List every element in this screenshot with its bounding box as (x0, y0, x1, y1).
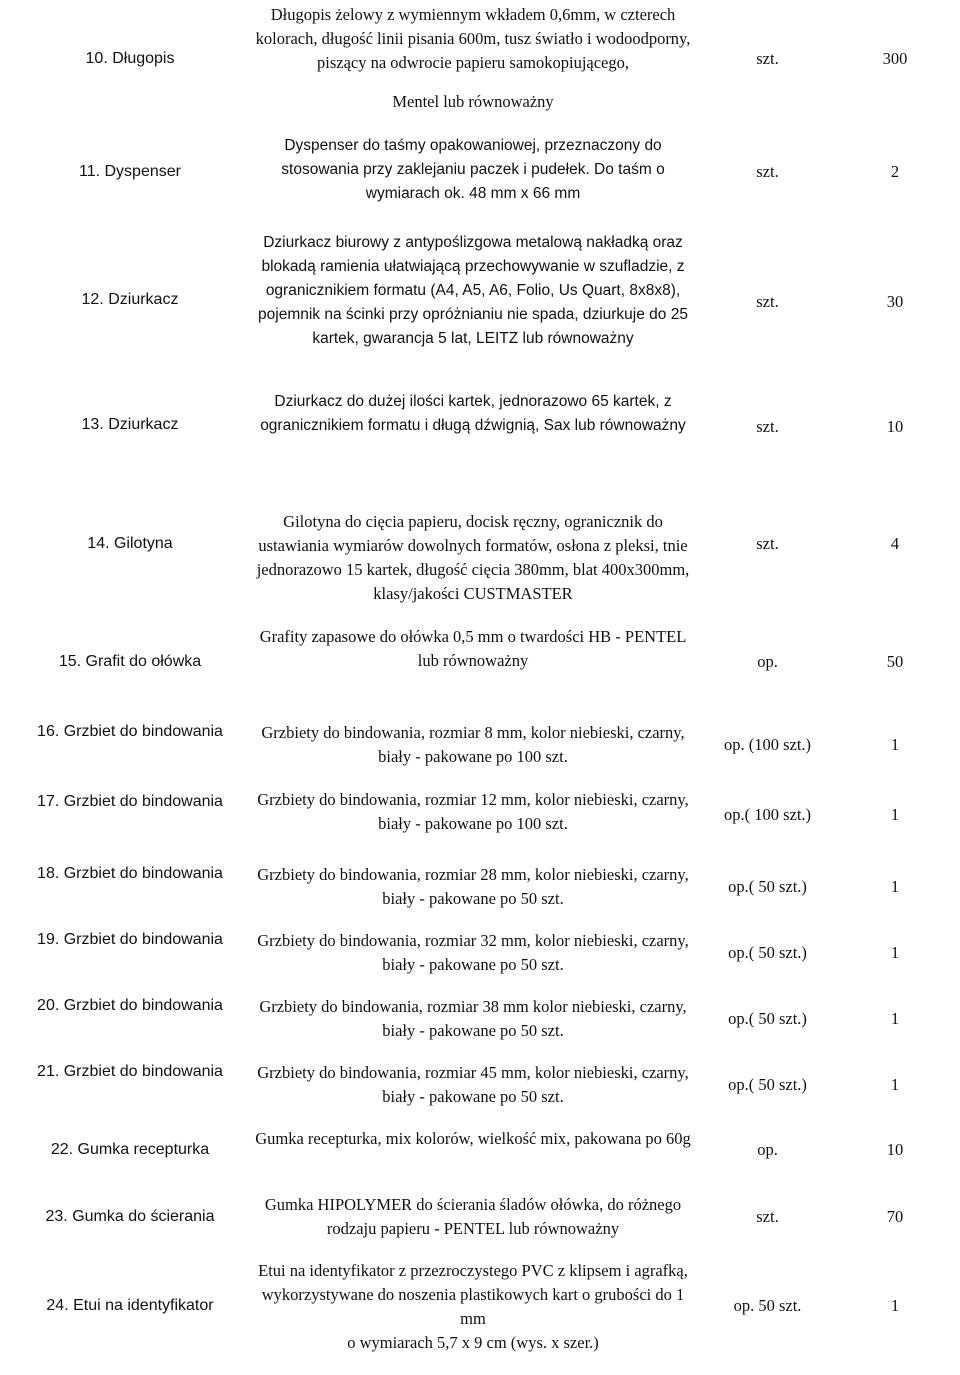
item-unit: op.( 100 szt.) (723, 805, 812, 824)
item-description-continued: o wymiarach 5,7 x 9 cm (wys. x szer.) (347, 1333, 599, 1352)
item-quantity: 1 (890, 805, 900, 824)
item-quantity: 10 (886, 1140, 904, 1159)
item-unit: op. (100 szt.) (723, 735, 812, 754)
item-name: 20. Grzbiet do bindowania (37, 997, 223, 1014)
item-unit: szt. (756, 534, 779, 553)
item-quantity: 1 (890, 1296, 900, 1315)
item-quantity: 4 (890, 534, 900, 553)
item-description: Gumka recepturka, mix kolorów, wielkość mix, pakowana po 60g (255, 1129, 691, 1148)
item-unit: szt. (756, 1207, 779, 1226)
item-quantity: 2 (890, 162, 900, 181)
item-quantity: 300 (882, 49, 908, 68)
item-description: Dziurkacz do dużej ilości kartek, jednorazowo 65 kartek, z ogranicznikiem formatu i długą dźwignią, Sax lub równoważny (260, 393, 686, 434)
item-unit: szt. (756, 292, 779, 311)
item-description: Grzbiety do bindowania, rozmiar 45 mm, kolor niebieski, czarny, biały - pakowane po 50 szt. (257, 1063, 689, 1106)
item-name: 21. Grzbiet do bindowania (37, 1063, 223, 1080)
item-unit: op.( 50 szt.) (728, 877, 807, 896)
item-name: 16. Grzbiet do bindowania (37, 723, 223, 740)
item-quantity: 70 (886, 1207, 904, 1226)
item-description: Grzbiety do bindowania, rozmiar 32 mm, kolor niebieski, czarny, biały - pakowane po 50 szt. (257, 931, 689, 974)
table-row (0, 0, 960, 120)
item-unit: op. 50 szt. (733, 1296, 802, 1315)
table-row (0, 500, 960, 620)
item-unit: op. (757, 1140, 778, 1159)
item-quantity: 1 (890, 877, 900, 896)
item-unit: szt. (756, 49, 779, 68)
item-description: Gilotyna do cięcia papieru, docisk ręczny, ogranicznik do ustawiania wymiarów dowolnych formatów, osłona z pleksi, tnie jednorazowo 15 kartek, długość cięcia 380mm, blat 400x300mm, klasy/jakości CUSTMASTER (256, 512, 690, 603)
table-row (0, 928, 960, 990)
item-name: 13. Dziurkacz (81, 416, 179, 433)
table-row (0, 862, 960, 924)
table-row (0, 1192, 960, 1254)
item-description: Grzbiety do bindowania, rozmiar 8 mm, kolor niebieski, czarny, biały - pakowane po 100 szt. (261, 723, 685, 766)
item-quantity: 30 (886, 292, 904, 311)
item-name: 11. Dyspenser (79, 163, 181, 180)
item-quantity: 1 (890, 943, 900, 962)
item-name: 12. Dziurkacz (81, 291, 179, 308)
item-unit: op.( 50 szt.) (728, 1009, 807, 1028)
table-row (0, 220, 960, 380)
item-quantity: 1 (890, 1075, 900, 1094)
table-row (0, 385, 960, 485)
item-description: Gumka HIPOLYMER do ścierania śladów ołówka, do różnego rodzaju papieru - PENTEL lub równoważny (264, 1195, 682, 1238)
table-row (0, 788, 960, 850)
item-description: Dyspenser do taśmy opakowaniowej, przeznaczony do stosowania przy zaklejaniu paczek i pudełek. Do taśm o wymiarach ok. 48 mm x 66 mm (281, 137, 665, 202)
item-description: Etui na identyfikator z przezroczystego PVC z klipsem i agrafką, wykorzystywane do noszenia plastikowych kart o grubości do 1 mm (258, 1261, 688, 1328)
item-name: 17. Grzbiet do bindowania (37, 793, 223, 810)
item-description: Grzbiety do bindowania, rozmiar 28 mm, kolor niebieski, czarny, biały - pakowane po 50 szt. (257, 865, 689, 908)
item-name: 10. Długopis (85, 50, 175, 67)
item-name: 22. Gumka recepturka (50, 1141, 210, 1158)
item-quantity: 50 (886, 652, 904, 671)
item-name: 19. Grzbiet do bindowania (37, 931, 223, 948)
item-name: 18. Grzbiet do bindowania (37, 865, 223, 882)
item-name: 24. Etui na identyfikator (46, 1297, 214, 1314)
table-row (0, 1060, 960, 1122)
item-description: Grafity zapasowe do ołówka 0,5 mm o twardości HB - PENTEL lub równoważny (259, 627, 687, 670)
item-unit: szt. (756, 417, 779, 436)
item-unit: op.( 50 szt.) (728, 943, 807, 962)
table-row (0, 1126, 960, 1188)
item-description: Grzbiety do bindowania, rozmiar 38 mm kolor niebieski, czarny, biały - pakowane po 50 szt. (259, 997, 687, 1040)
item-unit: op.( 50 szt.) (728, 1075, 807, 1094)
item-name: 14. Gilotyna (87, 535, 173, 552)
table-row (0, 120, 960, 220)
table-row (0, 718, 960, 780)
item-name: 23. Gumka do ścierania (45, 1208, 215, 1225)
item-description: Dziurkacz biurowy z antypoślizgowa metalową nakładką oraz blokadą ramienia ułatwiającą przechowywanie w szufladzie, z ogranicznikiem formatu (A4, A5, A6, Folio, Us Quart, 8x8x8), pojemnik na ścinki przy opróżnianiu nie spada, dziurkuje do 25 kartek, gwarancja 5 lat, LEITZ lub równoważny (258, 234, 688, 347)
item-unit: szt. (756, 162, 779, 181)
item-unit: op. (757, 652, 778, 671)
item-description: Grzbiety do bindowania, rozmiar 12 mm, kolor niebieski, czarny, biały - pakowane po 100 szt. (257, 790, 689, 833)
item-name: 15. Grafit do ołówka (58, 653, 202, 670)
item-description: Długopis żelowy z wymiennym wkładem 0,6mm, w czterech kolorach, długość linii pisania 600m, tusz światło i wodoodporny, piszący na odwrocie papieru samokopiującego, (255, 5, 691, 72)
table-row (0, 620, 960, 710)
item-quantity: 1 (890, 1009, 900, 1028)
table-row (0, 1258, 960, 1368)
item-quantity: 10 (886, 417, 904, 436)
table-row (0, 994, 960, 1056)
item-description-continued: Mentel lub równoważny (392, 92, 554, 111)
item-quantity: 1 (890, 735, 900, 754)
